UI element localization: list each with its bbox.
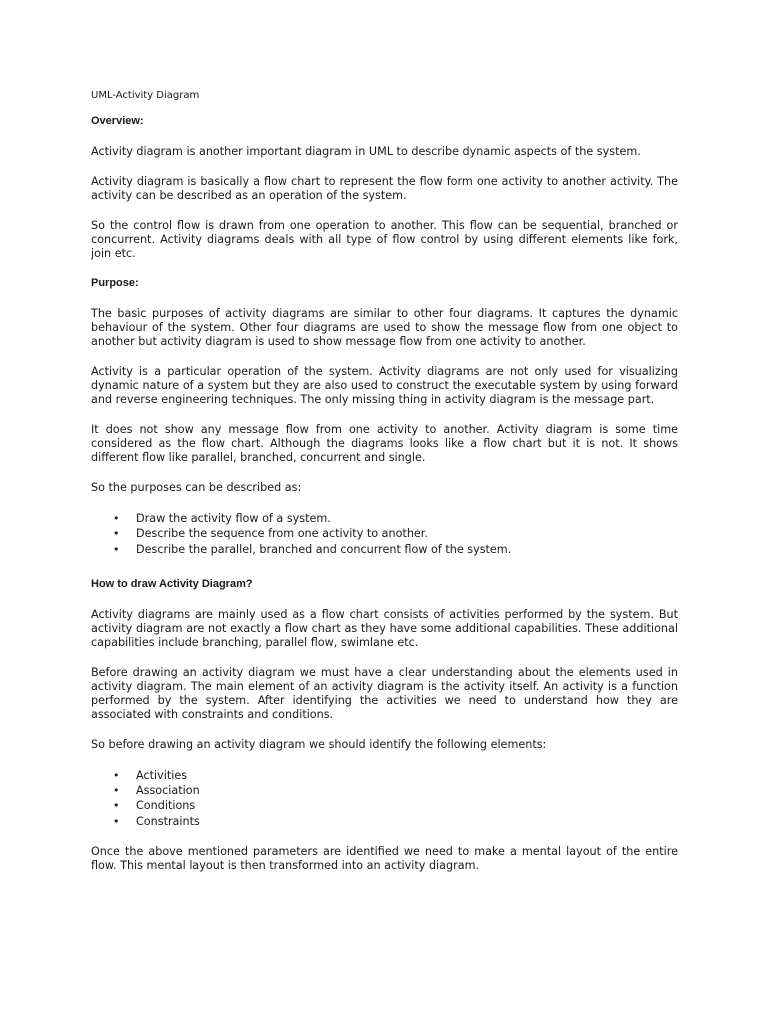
purposes-list (91, 511, 678, 557)
closing-paragraph: Once the above mentioned parameters are identified we need to make a mental layout of the entire flow. This mental layout is then transformed into an activity diagram. (91, 845, 678, 873)
bullet-icon: • (113, 542, 120, 556)
purpose-paragraph: Activity is a particular operation of the system. Activity diagrams are not only used for visualizing dynamic nature of a system but they are also used to construct the executable system by using forward and reverse engineering techniques. The only missing thing in activity diagram is the message part. (91, 365, 678, 406)
list-item-text: Activities (136, 768, 188, 782)
list-item-text: Constraints (136, 814, 200, 828)
list-item (91, 511, 678, 526)
bullet-icon: • (113, 512, 120, 525)
document-page (91, 90, 678, 889)
overview-paragraph: Activity diagram is basically a flow chart to represent the flow form one activity to another activity. The activity can be described as an operation of the system. (91, 175, 678, 202)
bullet-icon: • (113, 768, 120, 782)
overview-paragraph: Activity diagram is another important diagram in UML to describe dynamic aspects of the system. (91, 145, 641, 158)
list-item (91, 783, 678, 798)
list-item-text: Draw the activity flow of a system. (136, 512, 331, 525)
list-item (91, 798, 678, 813)
purpose-paragraph: So the purposes can be described as: (91, 481, 302, 494)
list-item-text: Describe the sequence from one activity to another. (136, 527, 428, 541)
how-to-draw-paragraph: Before drawing an activity diagram we must have a clear understanding about the elements used in activity diagram. The main element of an activity diagram is the activity itself. An activity is a function performed by the system. After identifying the activities we need to understand how they are associated with constraints and conditions. (91, 665, 678, 721)
purpose-paragraph: The basic purposes of activity diagrams are similar to other four diagrams. It captures the dynamic behaviour of the system. Other four diagrams are used to show the message flow from one object to another but activity diagram is used to show message flow from one activity to another. (91, 307, 678, 348)
how-to-draw-paragraph: So before drawing an activity diagram we should identify the following elements: (91, 737, 547, 751)
purpose-paragraph: It does not show any message flow from one activity to another. Activity diagram is some time considered as the flow chart. Although the diagrams looks like a flow chart but it is not. It shows different flow like parallel, branched, concurrent and single. (91, 423, 678, 464)
list-item (91, 768, 678, 783)
list-item (91, 526, 678, 541)
bullet-icon: • (113, 784, 120, 798)
purpose-heading: Purpose: (91, 277, 139, 289)
elements-list (91, 768, 678, 829)
list-item (91, 814, 678, 829)
overview-paragraph: So the control flow is drawn from one operation to another. This flow can be sequential, branched or concurrent. Activity diagrams deals with all type of flow control by using different elements like fork, join etc. (91, 219, 678, 260)
list-item-text: Association (136, 784, 200, 798)
document-title: UML-Activity Diagram (91, 90, 200, 101)
how-to-draw-paragraph: Activity diagrams are mainly used as a flow chart consists of activities performed by the system. But activity diagram are not exactly a flow chart as they have some additional capabilities. These additional capabilities include branching, parallel flow, swimlane etc. (91, 607, 678, 649)
list-item-text: Describe the parallel, branched and concurrent flow of the system. (136, 542, 512, 556)
bullet-icon: • (113, 527, 120, 541)
bullet-icon: • (113, 799, 120, 813)
list-item (91, 542, 678, 557)
bullet-icon: • (113, 814, 120, 828)
overview-heading: Overview: (91, 115, 144, 127)
how-to-draw-heading: How to draw Activity Diagram? (91, 577, 253, 590)
list-item-text: Conditions (136, 799, 196, 813)
